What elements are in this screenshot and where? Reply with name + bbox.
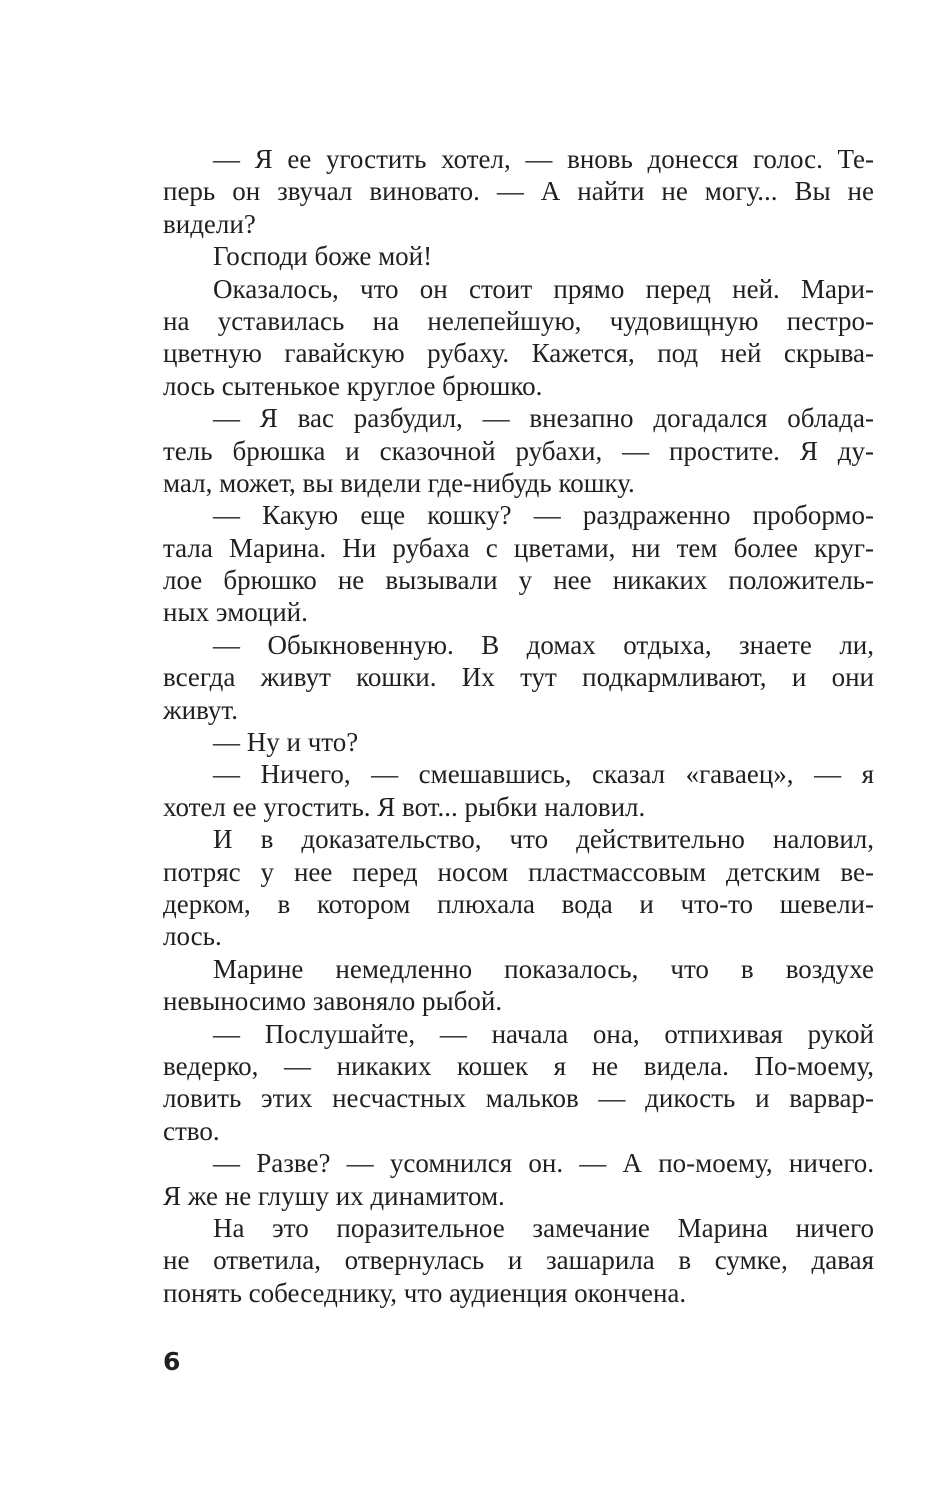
text-line: видели?	[163, 208, 256, 239]
text-line: лось сытенькое круглое брюшко.	[163, 370, 543, 401]
text-line: Я же не глушу их динамитом.	[163, 1180, 505, 1211]
text-line: невыносимо завоняло рыбой.	[163, 986, 503, 1017]
text-line: — Ну и что?	[213, 727, 359, 758]
text-line: перь он звучал виновато. — А найти не могу... Вы не	[163, 176, 874, 207]
text-line: — Ничего, — смешавшись, сказал «гавaец», — я	[213, 759, 874, 790]
text-line: всегда живут кошки. Их тут подкармливают, и они	[163, 662, 874, 693]
text-line: Марине немедленно показалось, что в воздухе	[213, 953, 874, 984]
text-line: на уставилась на нелепейшую, чудовищную пестро-	[163, 305, 874, 336]
text-line: понять собеседнику, что аудиенция окончена.	[163, 1277, 687, 1308]
text-line: — Какую еще кошку? — раздраженно пробормо-	[213, 500, 874, 531]
text-line: ведерко, — никаких кошек я не видела. По-моему,	[163, 1050, 874, 1081]
text-line: цветную гавайскую рубаху. Кажется, под ней скрыва-	[163, 338, 874, 369]
text-line: не ответила, отвернулась и зашарила в сумке, давая	[163, 1245, 874, 1276]
text-line: тала Марина. Ни рубаха с цветами, ни тем более круг-	[163, 532, 874, 563]
page-number: 6	[163, 1347, 181, 1376]
text-line: — Обыкновенную. В домах отдыха, знаете ли,	[213, 629, 874, 660]
text-line: ство.	[163, 1115, 220, 1146]
text-line: И в доказательство, что действительно наловил,	[213, 824, 874, 855]
text-line: потряс у нее перед носом пластмассовым детским ве-	[163, 856, 874, 887]
text-line: — Я вас разбудил, — внезапно догадался облада-	[213, 403, 874, 434]
text-line: лось.	[163, 921, 222, 952]
text-line: На это поразительное замечание Марина ничего	[213, 1212, 874, 1243]
text-line: — Послушайте, — начала она, отпихивая рукой	[213, 1018, 874, 1049]
body-text	[163, 143, 874, 1309]
text-line: — Разве? — усомнился он. — А по-моему, ничего.	[213, 1148, 874, 1179]
text-line: хотел ее угостить. Я вот... рыбки наловил.	[163, 791, 646, 822]
text-line: ловить этих несчастных мальков — дикость и варвар-	[163, 1083, 874, 1114]
text-line: лое брюшко не вызывали у нее никаких положитель-	[163, 565, 874, 596]
text-line: Оказалось, что он стоит прямо перед ней. Мари-	[213, 273, 874, 304]
text-line: живут.	[163, 694, 238, 725]
text-line: ных эмоций.	[163, 597, 308, 628]
text-line: дерком, в котором плюхала вода и что-то шевели-	[163, 888, 874, 919]
text-line: мал, может, вы видели где-нибудь кошку.	[163, 467, 635, 498]
text-line: Господи боже мой!	[213, 241, 433, 272]
text-line: тель брюшка и сказочной рубахи, — простите. Я ду-	[163, 435, 874, 466]
text-line: — Я ее угостить хотел, — вновь донесся голос. Те-	[213, 144, 874, 174]
